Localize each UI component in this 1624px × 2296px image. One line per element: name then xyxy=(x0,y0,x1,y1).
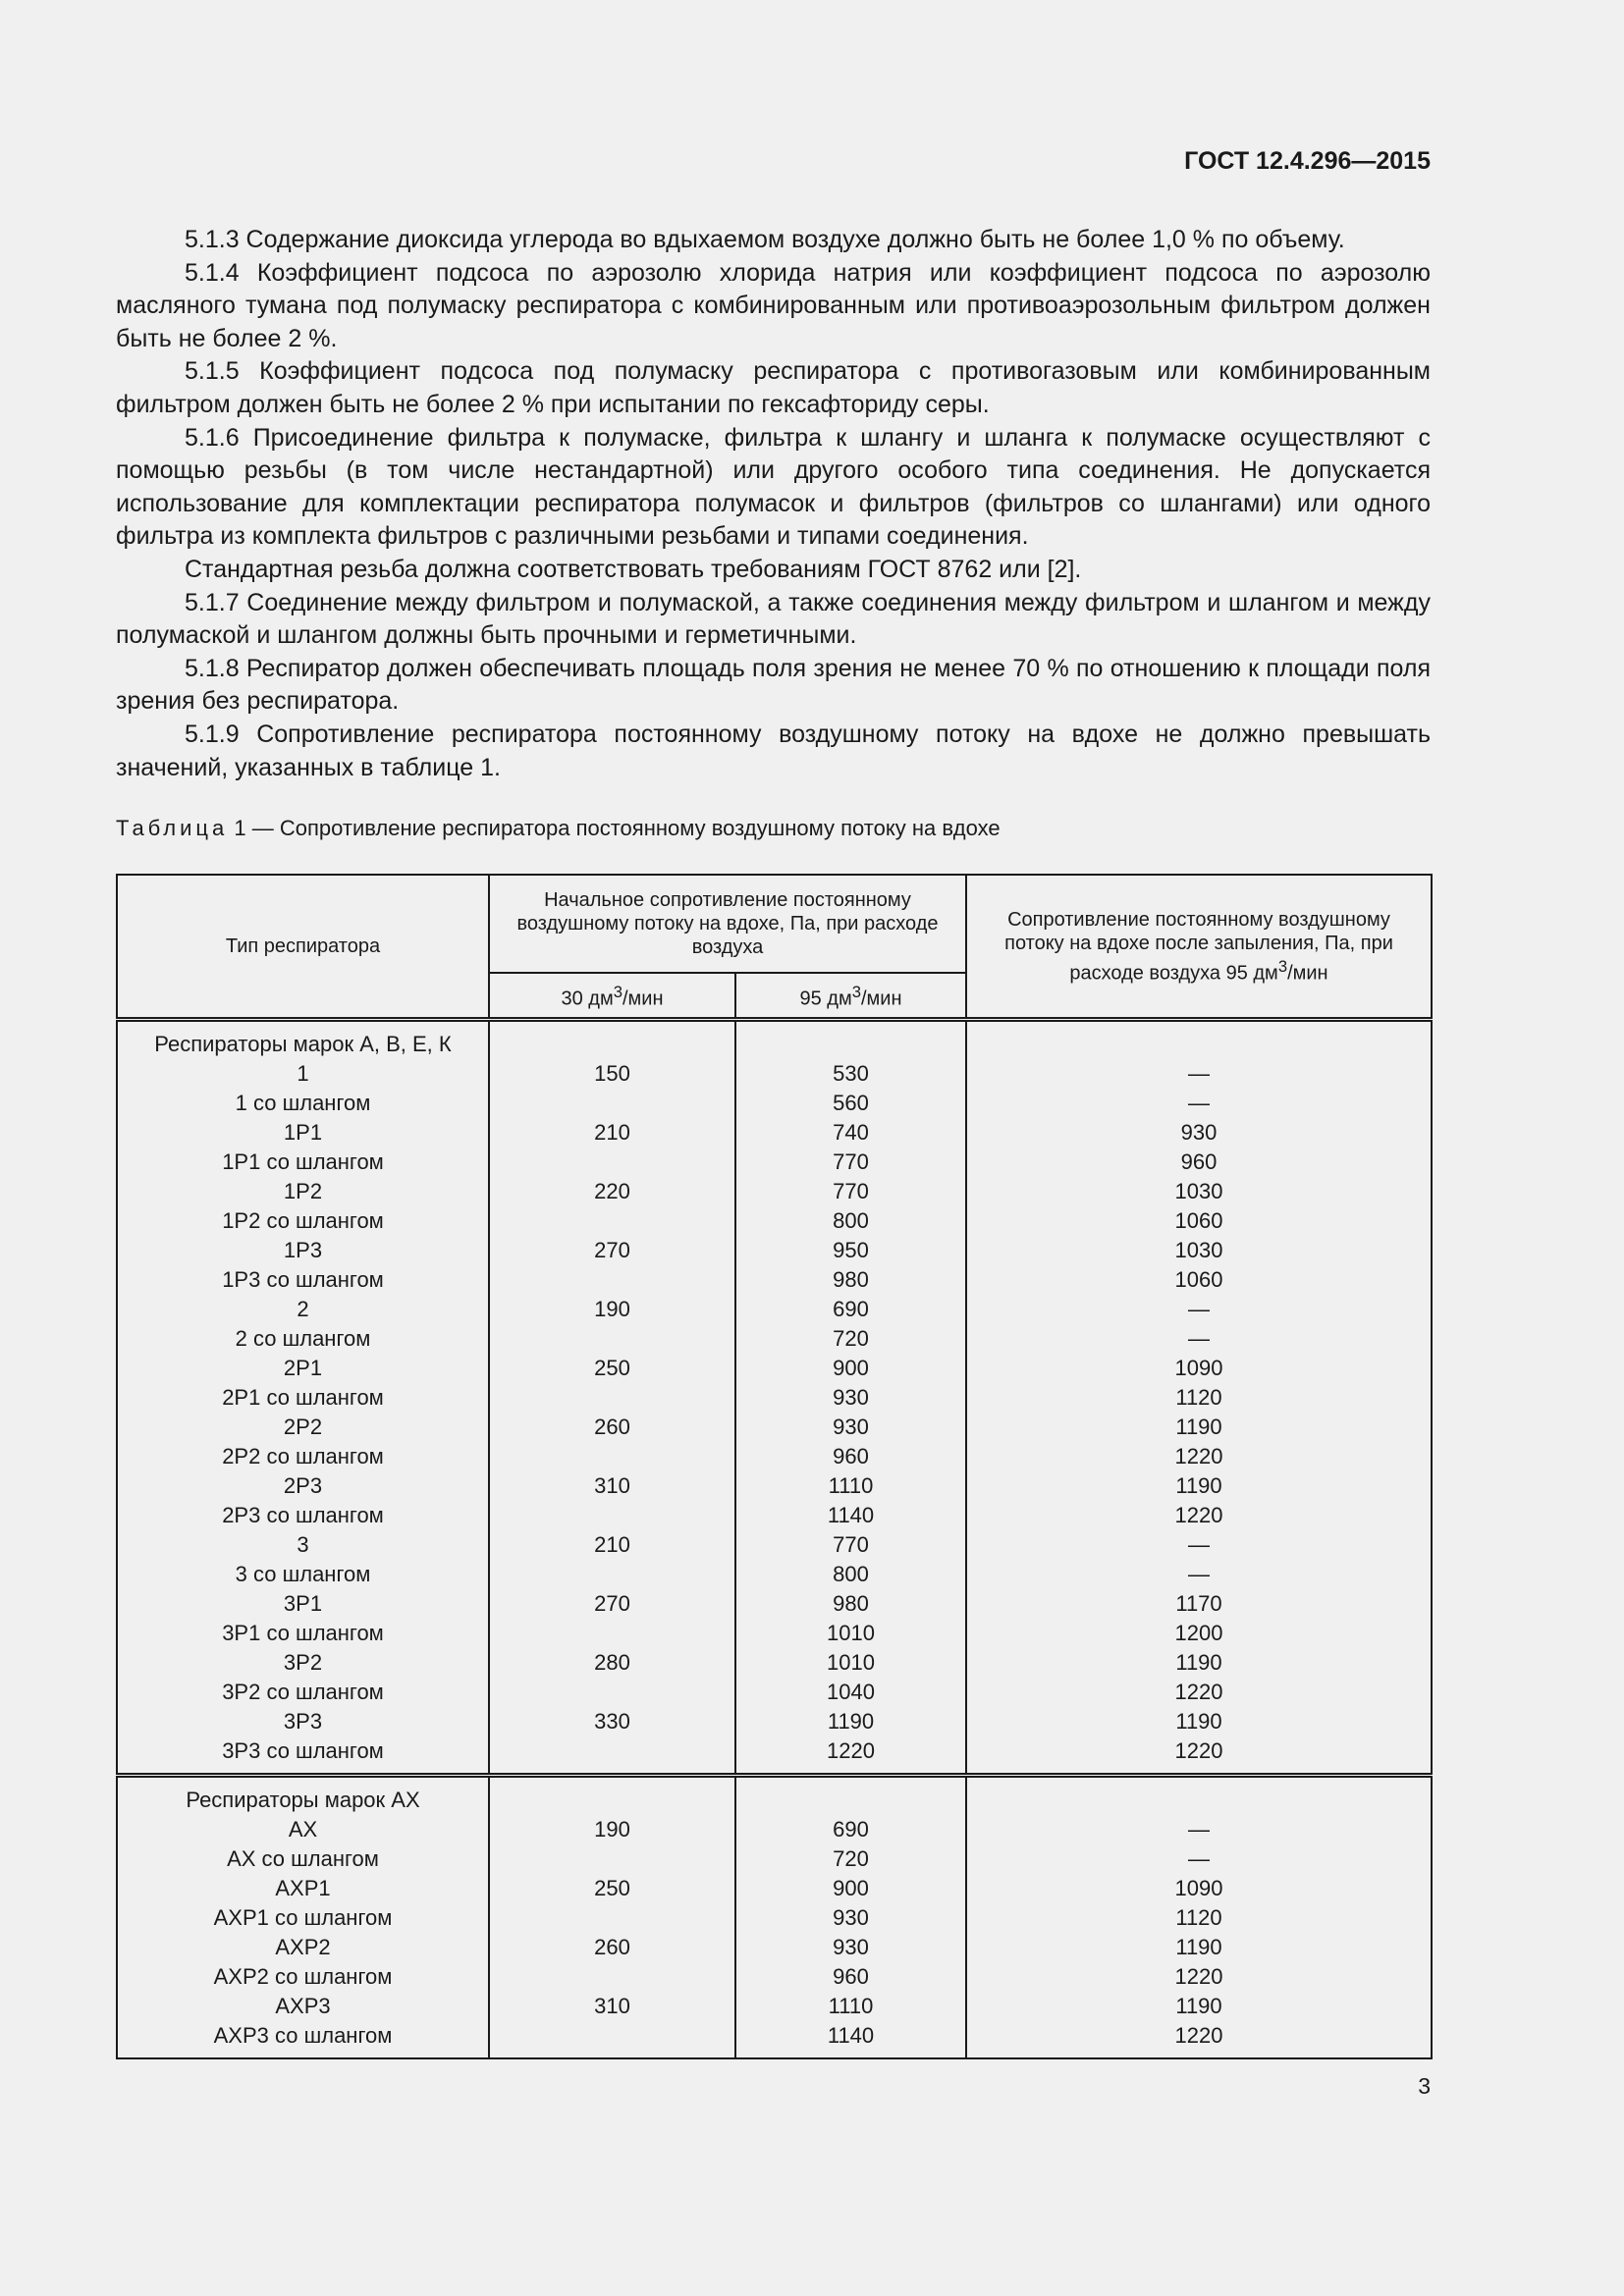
group-title: Респираторы марок АХ xyxy=(117,1776,489,1816)
resistance-95-cell: 720 xyxy=(735,1324,966,1354)
header-resistance-after-dusting xyxy=(966,875,1432,1020)
resistance-95-cell: 530 xyxy=(735,1059,966,1089)
resistance-95-cell: 720 xyxy=(735,1844,966,1874)
respirator-type-cell: 2 xyxy=(117,1295,489,1324)
resistance-95-cell: 800 xyxy=(735,1206,966,1236)
resistance-30-cell xyxy=(489,1324,735,1354)
respirator-type-cell: 2Р1 xyxy=(117,1354,489,1383)
table-row xyxy=(117,1324,1432,1354)
resistance-after-dusting-cell: — xyxy=(966,1844,1432,1874)
table-row xyxy=(117,1383,1432,1413)
resistance-30-cell xyxy=(489,1560,735,1589)
page-number: 3 xyxy=(1418,2073,1431,2099)
resistance-30-cell: 210 xyxy=(489,1118,735,1148)
resistance-table xyxy=(116,874,1433,2059)
table-row xyxy=(117,1815,1432,1844)
resistance-after-dusting-cell: 1220 xyxy=(966,1442,1432,1471)
paragraph-5-1-7: 5.1.7 Соединение между фильтром и полумаской, а также соединения между фильтром и шлангом и между полумаской и шлангом должны быть прочными и герметичными. xyxy=(116,588,1431,650)
table-row xyxy=(117,1177,1432,1206)
table-group xyxy=(117,1020,1432,1776)
resistance-95-cell: 740 xyxy=(735,1118,966,1148)
respirator-type-cell: АХР1 со шлангом xyxy=(117,1903,489,1933)
respirator-type-cell: 2Р2 со шлангом xyxy=(117,1442,489,1471)
header-respirator-type: Тип респиратора xyxy=(117,875,489,1020)
respirator-type-cell: 2Р3 xyxy=(117,1471,489,1501)
resistance-after-dusting-cell: — xyxy=(966,1295,1432,1324)
resistance-95-cell: 1040 xyxy=(735,1678,966,1707)
resistance-after-dusting-cell: 1060 xyxy=(966,1206,1432,1236)
header-rate-95-unit: /мин xyxy=(860,988,902,1010)
respirator-type-cell: 2Р1 со шлангом xyxy=(117,1383,489,1413)
resistance-95-cell: 1110 xyxy=(735,1992,966,2021)
resistance-after-dusting-cell: — xyxy=(966,1530,1432,1560)
respirator-type-cell: 2 со шлангом xyxy=(117,1324,489,1354)
header-after-text: Сопротивление постоянному воздушному потоку на вдохе после запыления, Па, при расходе воздуха 95 дм xyxy=(1004,908,1393,985)
respirator-type-cell: 1Р1 xyxy=(117,1118,489,1148)
respirator-type-cell: 3Р1 со шлангом xyxy=(117,1619,489,1648)
resistance-30-cell: 250 xyxy=(489,1874,735,1903)
table-cell-empty xyxy=(966,1776,1432,1816)
respirator-type-cell: 3 xyxy=(117,1530,489,1560)
table-row xyxy=(117,1413,1432,1442)
resistance-after-dusting-cell: 1190 xyxy=(966,1933,1432,1962)
respirator-type-cell: АХ xyxy=(117,1815,489,1844)
resistance-after-dusting-cell: 1220 xyxy=(966,1678,1432,1707)
header-rate-95 xyxy=(735,973,966,1020)
table-row xyxy=(117,1619,1432,1648)
table-row xyxy=(117,1530,1432,1560)
resistance-30-cell xyxy=(489,1383,735,1413)
resistance-after-dusting-cell: 1190 xyxy=(966,1707,1432,1736)
resistance-95-cell: 1190 xyxy=(735,1707,966,1736)
standard-designation: ГОСТ 12.4.296—2015 xyxy=(1184,147,1431,175)
table-row xyxy=(117,1118,1432,1148)
resistance-after-dusting-cell: 1170 xyxy=(966,1589,1432,1619)
table-row xyxy=(117,1354,1432,1383)
resistance-95-cell: 950 xyxy=(735,1236,966,1265)
resistance-after-dusting-cell: 960 xyxy=(966,1148,1432,1177)
resistance-30-cell: 220 xyxy=(489,1177,735,1206)
table-row xyxy=(117,1844,1432,1874)
table-caption-text: 1 — Сопротивление респиратора постоянному воздушному потоку на вдохе xyxy=(228,816,1001,840)
resistance-30-cell xyxy=(489,1089,735,1118)
resistance-after-dusting-cell: 1190 xyxy=(966,1471,1432,1501)
table-row xyxy=(117,1648,1432,1678)
respirator-type-cell: 1 со шлангом xyxy=(117,1089,489,1118)
resistance-after-dusting-cell: — xyxy=(966,1815,1432,1844)
resistance-95-cell: 1220 xyxy=(735,1736,966,1776)
resistance-after-dusting-cell: 1220 xyxy=(966,1962,1432,1992)
resistance-after-dusting-cell: 1200 xyxy=(966,1619,1432,1648)
resistance-30-cell xyxy=(489,2021,735,2058)
table-cell-empty xyxy=(489,1020,735,1060)
resistance-30-cell: 150 xyxy=(489,1059,735,1089)
resistance-after-dusting-cell: — xyxy=(966,1059,1432,1089)
table-cell-empty xyxy=(489,1776,735,1816)
table-caption-label: Таблица xyxy=(116,816,229,840)
resistance-after-dusting-cell: 1060 xyxy=(966,1265,1432,1295)
respirator-type-cell: 1Р3 со шлангом xyxy=(117,1265,489,1295)
resistance-after-dusting-cell: 1030 xyxy=(966,1236,1432,1265)
table-cell-empty xyxy=(735,1776,966,1816)
resistance-95-cell: 770 xyxy=(735,1530,966,1560)
paragraph-5-1-9: 5.1.9 Сопротивление респиратора постоянному воздушному потоку на вдохе не должно превышать значений, указанных в таблице 1. xyxy=(116,720,1431,781)
resistance-after-dusting-cell: 1090 xyxy=(966,1874,1432,1903)
resistance-after-dusting-cell: 1190 xyxy=(966,1992,1432,2021)
respirator-type-cell: 2Р3 со шлангом xyxy=(117,1501,489,1530)
respirator-type-cell: АХР2 xyxy=(117,1933,489,1962)
respirator-type-cell: 3 со шлангом xyxy=(117,1560,489,1589)
table-row xyxy=(117,1236,1432,1265)
resistance-after-dusting-cell: 1120 xyxy=(966,1903,1432,1933)
resistance-95-cell: 900 xyxy=(735,1354,966,1383)
resistance-after-dusting-cell: 1220 xyxy=(966,2021,1432,2058)
respirator-type-cell: 1 xyxy=(117,1059,489,1089)
table-row xyxy=(117,1560,1432,1589)
resistance-30-cell: 190 xyxy=(489,1815,735,1844)
respirator-type-cell: 3Р3 со шлангом xyxy=(117,1736,489,1776)
resistance-30-cell xyxy=(489,1903,735,1933)
table-row xyxy=(117,1992,1432,2021)
resistance-95-cell: 690 xyxy=(735,1815,966,1844)
table-row xyxy=(117,1736,1432,1776)
table-row xyxy=(117,1471,1432,1501)
resistance-after-dusting-cell: 1030 xyxy=(966,1177,1432,1206)
table-caption xyxy=(116,816,1001,841)
resistance-30-cell xyxy=(489,1844,735,1874)
respirator-type-cell: АХР1 xyxy=(117,1874,489,1903)
resistance-30-cell xyxy=(489,1501,735,1530)
table-cell-empty xyxy=(735,1020,966,1060)
table-group-title-row xyxy=(117,1020,1432,1060)
resistance-after-dusting-cell: — xyxy=(966,1324,1432,1354)
resistance-30-cell: 250 xyxy=(489,1354,735,1383)
header-rate-30 xyxy=(489,973,735,1020)
table-row xyxy=(117,1295,1432,1324)
resistance-30-cell xyxy=(489,1619,735,1648)
body-text xyxy=(116,224,1431,784)
resistance-30-cell xyxy=(489,1265,735,1295)
group-title: Респираторы марок А, В, Е, К xyxy=(117,1020,489,1060)
resistance-95-cell: 1140 xyxy=(735,1501,966,1530)
resistance-30-cell: 310 xyxy=(489,1471,735,1501)
respirator-type-cell: АХ со шлангом xyxy=(117,1844,489,1874)
resistance-95-cell: 930 xyxy=(735,1383,966,1413)
respirator-type-cell: 3Р2 со шлангом xyxy=(117,1678,489,1707)
resistance-95-cell: 1110 xyxy=(735,1471,966,1501)
resistance-30-cell xyxy=(489,1442,735,1471)
paragraph-5-1-8: 5.1.8 Респиратор должен обеспечивать площадь поля зрения не менее 70 % по отношению к площади поля зрения без респиратора. xyxy=(116,654,1431,716)
resistance-30-cell xyxy=(489,1148,735,1177)
header-initial-resistance: Начальное сопротивление постоянному воздушному потоку на вдохе, Па, при расходе воздуха xyxy=(489,875,966,973)
respirator-type-cell: АХР3 со шлангом xyxy=(117,2021,489,2058)
table-row xyxy=(117,1707,1432,1736)
table-group-title-row xyxy=(117,1776,1432,1816)
respirator-type-cell: 1Р3 xyxy=(117,1236,489,1265)
resistance-95-cell: 960 xyxy=(735,1962,966,1992)
respirator-type-cell: 3Р2 xyxy=(117,1648,489,1678)
resistance-30-cell xyxy=(489,1736,735,1776)
resistance-95-cell: 1140 xyxy=(735,2021,966,2058)
table-row xyxy=(117,1059,1432,1089)
table-row xyxy=(117,1933,1432,1962)
respirator-type-cell: 1Р2 со шлангом xyxy=(117,1206,489,1236)
paragraph-5-1-5: 5.1.5 Коэффициент подсоса под полумаску респиратора с противогазовым или комбинированным фильтром должен быть не более 2 % при испытании по гексафториду серы. xyxy=(116,357,1431,418)
header-rate-30-exponent: 3 xyxy=(613,982,623,1001)
resistance-95-cell: 980 xyxy=(735,1589,966,1619)
resistance-95-cell: 690 xyxy=(735,1295,966,1324)
table-row xyxy=(117,1962,1432,1992)
resistance-95-cell: 1010 xyxy=(735,1619,966,1648)
resistance-30-cell: 330 xyxy=(489,1707,735,1736)
resistance-95-cell: 800 xyxy=(735,1560,966,1589)
resistance-95-cell: 770 xyxy=(735,1148,966,1177)
table-row xyxy=(117,1501,1432,1530)
header-rate-95-exponent: 3 xyxy=(851,982,861,1001)
resistance-95-cell: 930 xyxy=(735,1413,966,1442)
resistance-after-dusting-cell: 930 xyxy=(966,1118,1432,1148)
resistance-30-cell: 260 xyxy=(489,1933,735,1962)
table-cell-empty xyxy=(966,1020,1432,1060)
resistance-30-cell: 260 xyxy=(489,1413,735,1442)
header-rate-95-value: 95 дм xyxy=(799,988,852,1010)
resistance-after-dusting-cell: — xyxy=(966,1560,1432,1589)
respirator-type-cell: 3Р1 xyxy=(117,1589,489,1619)
resistance-after-dusting-cell: 1090 xyxy=(966,1354,1432,1383)
resistance-30-cell: 310 xyxy=(489,1992,735,2021)
header-after-exponent: 3 xyxy=(1277,956,1288,976)
resistance-95-cell: 770 xyxy=(735,1177,966,1206)
resistance-30-cell xyxy=(489,1678,735,1707)
resistance-95-cell: 930 xyxy=(735,1903,966,1933)
table-row xyxy=(117,1089,1432,1118)
resistance-95-cell: 560 xyxy=(735,1089,966,1118)
resistance-30-cell: 280 xyxy=(489,1648,735,1678)
respirator-type-cell: АХР2 со шлангом xyxy=(117,1962,489,1992)
respirator-type-cell: 2Р2 xyxy=(117,1413,489,1442)
resistance-95-cell: 1010 xyxy=(735,1648,966,1678)
respirator-type-cell: 1Р2 xyxy=(117,1177,489,1206)
table-row xyxy=(117,1903,1432,1933)
respirator-type-cell: 1Р1 со шлангом xyxy=(117,1148,489,1177)
paragraph-standard-thread: Стандартная резьба должна соответствовать требованиям ГОСТ 8762 или [2]. xyxy=(185,555,1082,583)
paragraph-5-1-6: 5.1.6 Присоединение фильтра к полумаске, фильтра к шлангу и шланга к полумаске осуществляют с помощью резьбы (в том числе нестандартной) или другого особого типа соединения. Не допускается использование для комплектации респиратора полумасок и фильтров (фильтров со шлангами) или одного фильтра из комплекта фильтров с различными резьбами и типами соединения. xyxy=(116,423,1431,551)
header-rate-30-unit: /мин xyxy=(622,988,664,1010)
paragraph-5-1-3: 5.1.3 Содержание диоксида углерода во вдыхаемом воздухе должно быть не более 1,0 % по объему. xyxy=(185,226,1345,253)
resistance-30-cell: 210 xyxy=(489,1530,735,1560)
table-row xyxy=(117,1206,1432,1236)
resistance-30-cell: 190 xyxy=(489,1295,735,1324)
resistance-after-dusting-cell: 1120 xyxy=(966,1383,1432,1413)
header-rate-30-value: 30 дм xyxy=(561,988,614,1010)
resistance-30-cell: 270 xyxy=(489,1589,735,1619)
table-row xyxy=(117,1265,1432,1295)
header-after-unit: /мин xyxy=(1287,962,1328,985)
table-row xyxy=(117,1874,1432,1903)
resistance-30-cell xyxy=(489,1962,735,1992)
resistance-after-dusting-cell: 1190 xyxy=(966,1413,1432,1442)
resistance-after-dusting-cell: 1220 xyxy=(966,1501,1432,1530)
resistance-after-dusting-cell: — xyxy=(966,1089,1432,1118)
resistance-after-dusting-cell: 1220 xyxy=(966,1736,1432,1776)
respirator-type-cell: 3Р3 xyxy=(117,1707,489,1736)
table-row xyxy=(117,2021,1432,2058)
resistance-95-cell: 900 xyxy=(735,1874,966,1903)
table-group xyxy=(117,1776,1432,2059)
resistance-30-cell: 270 xyxy=(489,1236,735,1265)
table-row xyxy=(117,1589,1432,1619)
table-row xyxy=(117,1442,1432,1471)
resistance-95-cell: 930 xyxy=(735,1933,966,1962)
resistance-after-dusting-cell: 1190 xyxy=(966,1648,1432,1678)
resistance-30-cell xyxy=(489,1206,735,1236)
table-row xyxy=(117,1678,1432,1707)
respirator-type-cell: АХР3 xyxy=(117,1992,489,2021)
table-row xyxy=(117,1148,1432,1177)
paragraph-5-1-4: 5.1.4 Коэффициент подсоса по аэрозолю хлорида натрия или коэффициент подсоса по аэрозолю масляного тумана под полумаску респиратора с комбинированным или противоаэрозольным фильтром должен быть не более 2 %. xyxy=(116,258,1431,352)
resistance-95-cell: 960 xyxy=(735,1442,966,1471)
resistance-95-cell: 980 xyxy=(735,1265,966,1295)
